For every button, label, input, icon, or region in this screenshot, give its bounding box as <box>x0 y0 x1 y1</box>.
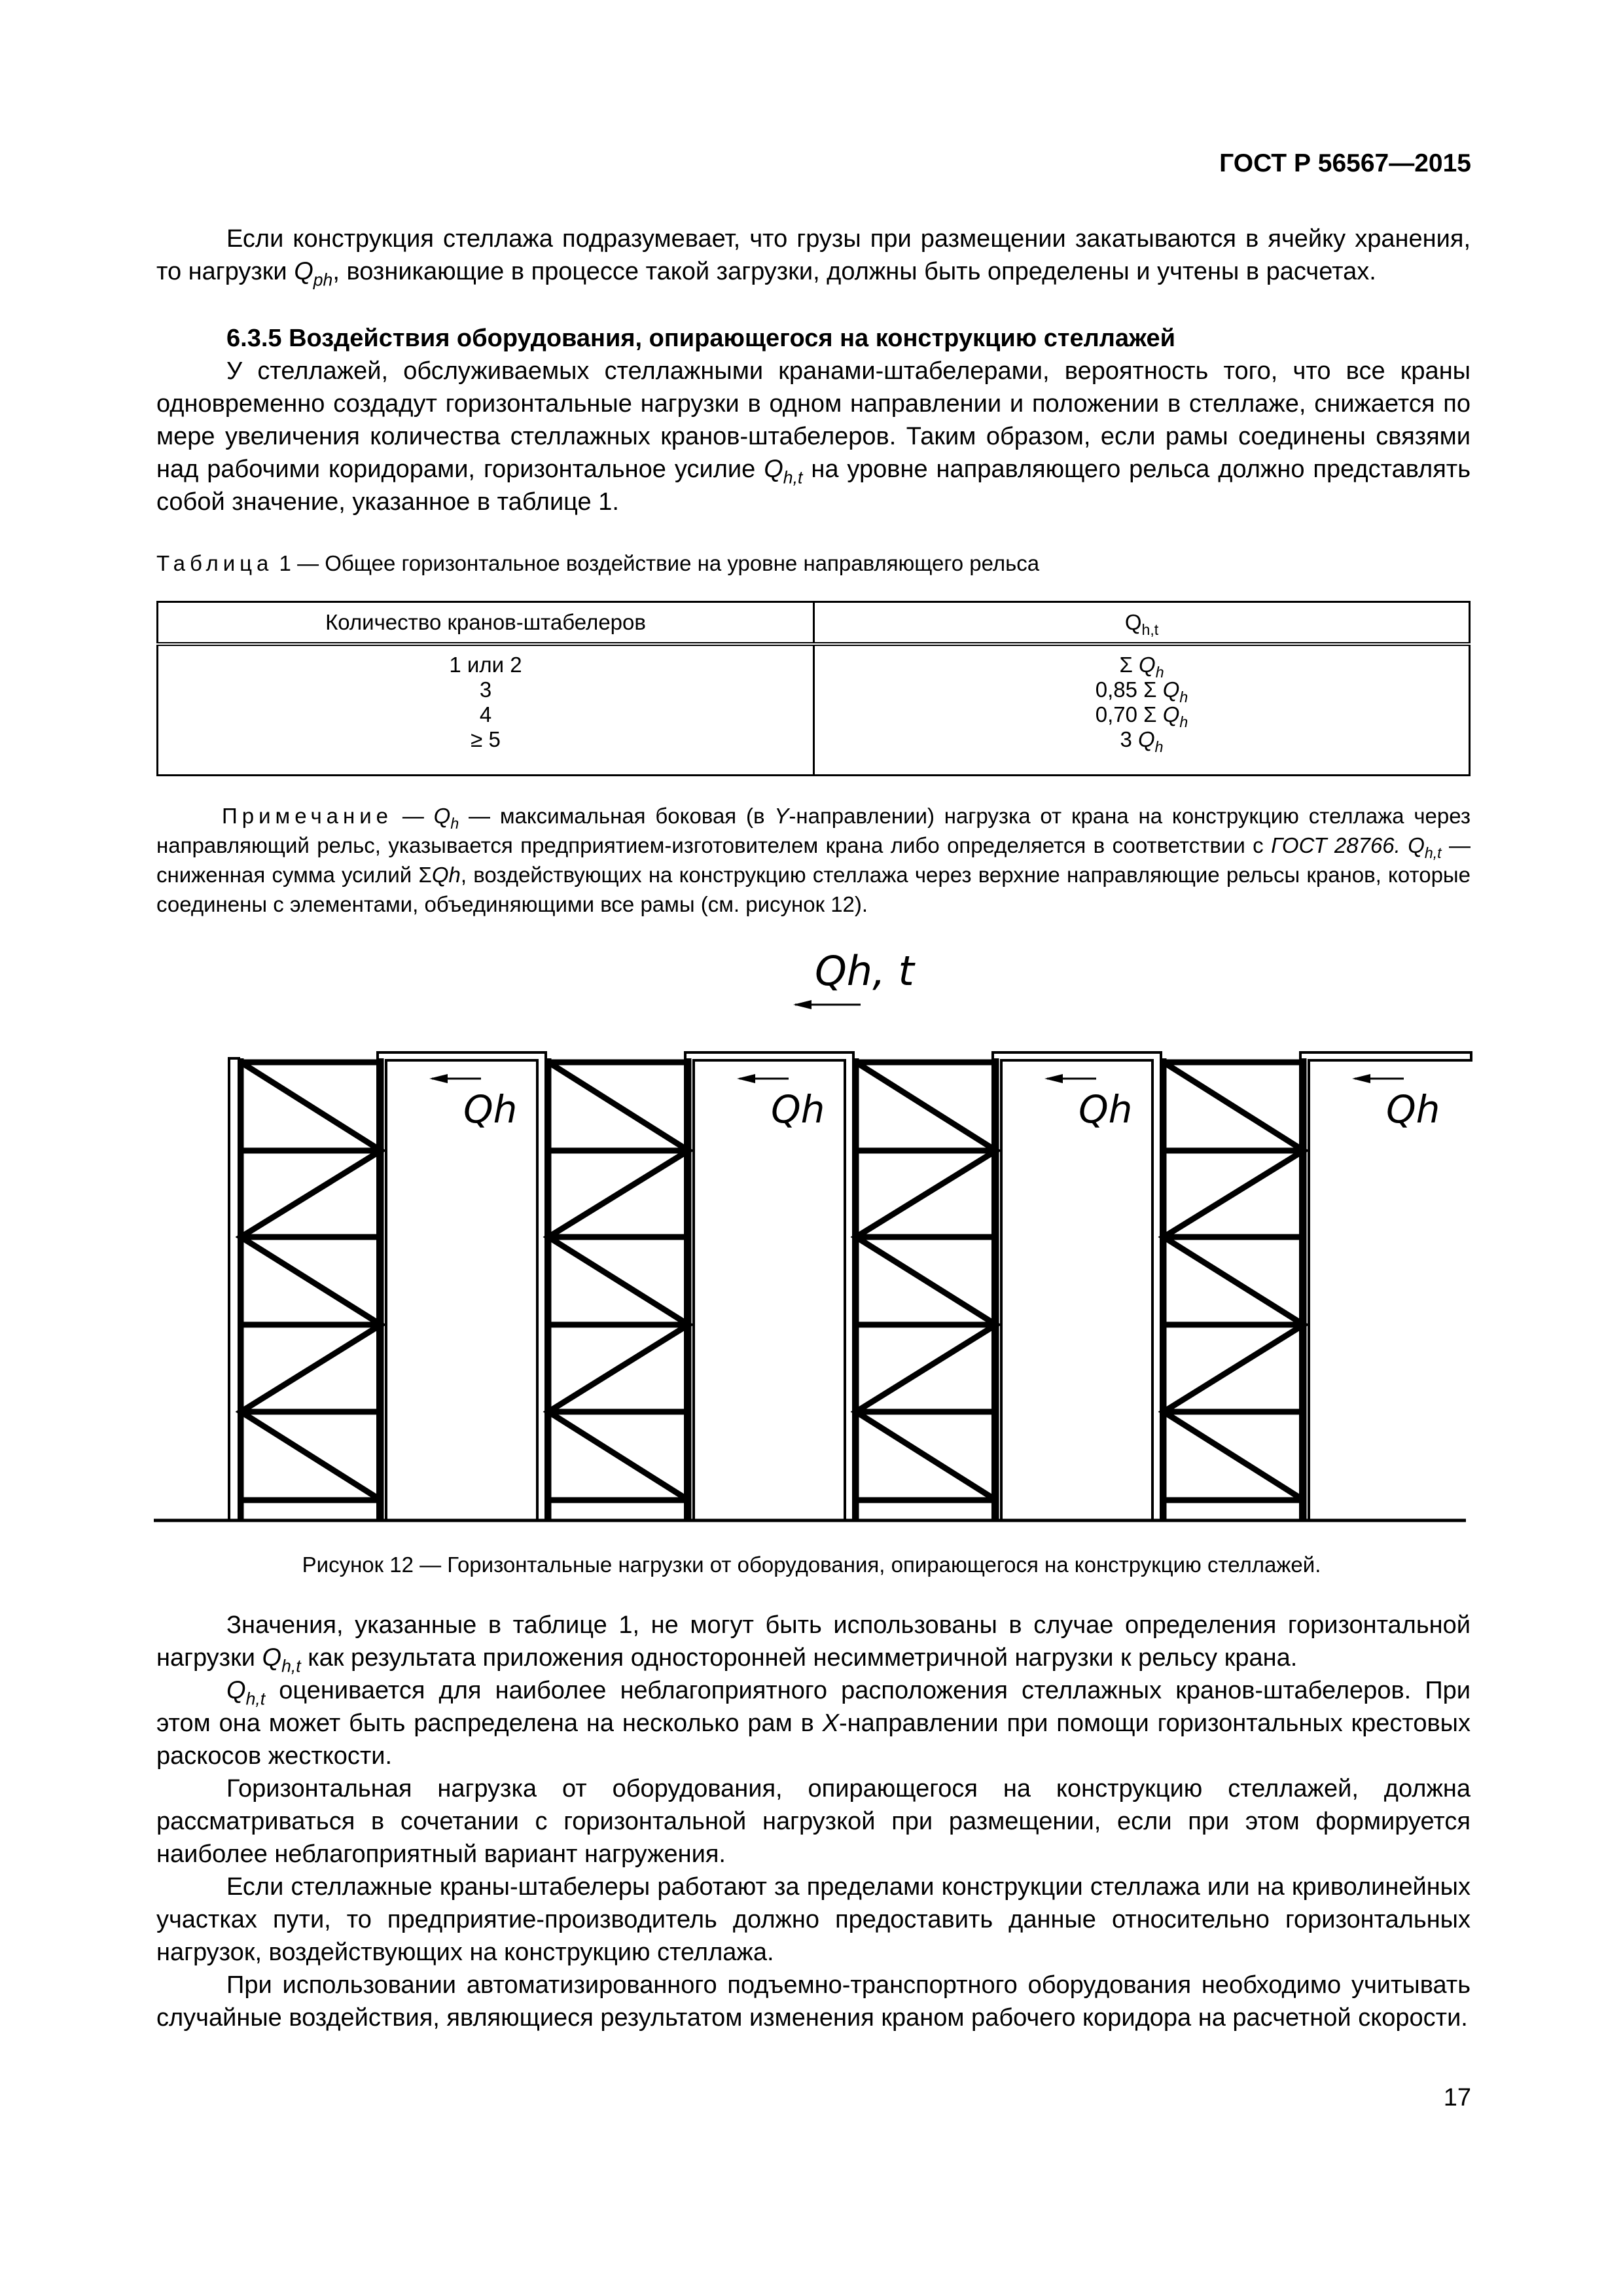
table-caption: Таблица 1 — Общее горизонтальное воздействие на уровне направляющего рельса <box>156 551 1040 575</box>
crane-aisle-1 <box>378 1052 546 1520</box>
load-cell: Σ $Q_h$ 0,85 Σ $Q_h$ 0,70 Σ $Q_h$ 3 $Q_h$ <box>814 644 1470 776</box>
total-load-label: Qh, t <box>815 947 914 995</box>
col-header-count: Количество кранов-штабелеров <box>158 602 814 645</box>
table-note: Примечание — $Q_h$ — максимальная боковая (в Y-направлении) нагрузка от крана на конструкцию стеллажа через направляющий рельс, указывается предприятием-изготовителем крана либо определяется в соответствии с ГОСТ 28766. $Q_{h,t}$ — сниженная сумма усилий ΣQh, воздействующих на конструкцию стеллажа через верхние направляющие рельсы кранов, которые соединены с элементами, объединяющими все рамы (см. рисунок 12). <box>156 804 1471 916</box>
paragraph-automated-equipment: При использовании автоматизированного подъемно-транспортного оборудования необходимо учитывать случайные воздействия, являющиеся результатом изменения краном рабочего коридора на расчетной скорости. <box>156 1971 1471 2032</box>
local-load-arrow <box>1352 1074 1404 1083</box>
section-heading: 6.3.5 Воздействия оборудования, опирающегося на конструкцию стеллажей <box>226 325 1175 352</box>
total-load-arrowhead <box>793 1000 812 1009</box>
col-header-load: $Q_{h,t}$ <box>814 602 1470 645</box>
count-cell: 1 или 2 3 4 ≥ 5 <box>158 644 814 776</box>
document-header: ГОСТ Р 56567—2015 <box>1219 149 1471 177</box>
rack-load-figure <box>0 929 1623 1545</box>
paragraph-estimation: $Q_{h,t}$ оценивается для наиболее неблагоприятного расположения стеллажных кранов-штабелеров. При этом она может быть распределена на несколько рам в X-направлении при помощи горизонтальных крестовых раскосов жесткости. <box>156 1677 1471 1770</box>
paragraph-values: Значения, указанные в таблице 1, не могут быть использованы в случае определения горизонтальной нагрузки $Q_{h,t}$ как результата приложения односторонней несимметричной нагрузки к рельсу крана. <box>156 1611 1471 1676</box>
load-table <box>156 601 1471 776</box>
paragraph-outside-operation: Если стеллажные краны-штабелеры работают за пределами конструкции стеллажа или на криволинейных участках пути, то предприятие-производитель должно предоставить данные относительно горизонтальных нагрузок, воздействующих на конструкцию стеллажа. <box>156 1873 1471 1966</box>
rack-frame-3 <box>853 1058 999 1520</box>
table-header-row <box>158 602 1470 645</box>
bay-load-label: Qh <box>1079 1087 1133 1132</box>
bay-load-label: Qh <box>463 1087 518 1132</box>
paragraph-combination: Горизонтальная нагрузка от оборудования, опирающегося на конструкцию стеллажей, должна рассматриваться в сочетании с горизонтальной нагрузкой при размещении, если при этом формируется наиболее неблагоприятный вариант нагружения. <box>156 1775 1471 1868</box>
local-load-arrow <box>1044 1074 1096 1083</box>
bay-load-label: Qh <box>771 1087 825 1132</box>
local-load-arrow <box>429 1074 481 1083</box>
rack-frame-2 <box>546 1058 691 1520</box>
page-number: 17 <box>1443 2084 1471 2111</box>
rack-frame-1 <box>229 1058 383 1520</box>
rack-frame-4 <box>1161 1058 1306 1520</box>
local-load-arrow <box>737 1074 789 1083</box>
crane-aisle-2 <box>685 1052 853 1520</box>
intro-paragraph: Если конструкция стеллажа подразумевает, что грузы при размещении закатываются в ячейку хранения, то нагрузки $Q_{ph}$, возникающие в процессе такой загрузки, должны быть определены и учтены в расчетах. <box>156 225 1471 290</box>
section-paragraph: У стеллажей, обслуживаемых стеллажными кранами-штабелерами, вероятность того, что все краны одновременно создадут горизонтальные нагрузки в одном направлении и положении в стеллаже, снижается по мере увеличения количества стеллажных кранов-штабелеров. Таким образом, если рамы соединены связями над рабочими коридорами, горизонтальное усилие $Q_{h,t}$ на уровне направляющего рельса должно представлять собой значение, указанное в таблице 1. <box>156 357 1471 516</box>
crane-aisle-3 <box>993 1052 1161 1520</box>
table-row <box>158 644 1470 776</box>
figure-caption: Рисунок 12 — Горизонтальные нагрузки от оборудования, опирающегося на конструкцию стеллажей. <box>302 1552 1321 1577</box>
bay-load-label: Qh <box>1386 1087 1440 1132</box>
